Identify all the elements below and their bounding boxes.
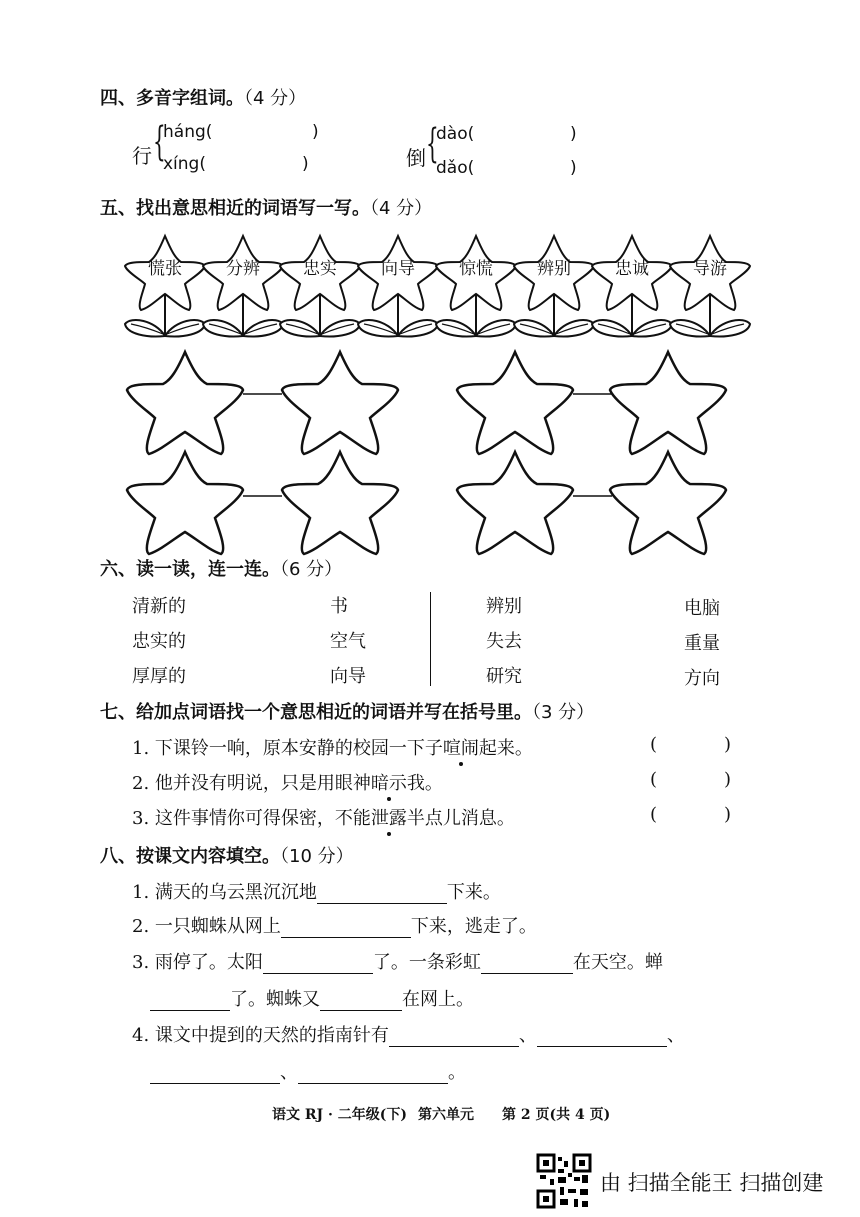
match-left-1: 清新的 [132,596,186,617]
section5-title: 五、找出意思相近的词语写一写。（4 分） [100,198,433,219]
match-left-b2: 空气 [330,631,366,652]
blank[interactable] [150,1063,280,1084]
flower-word-2: 分辨 [226,259,260,279]
match-right-2: 失去 [486,631,522,652]
blank[interactable] [263,953,373,974]
blank[interactable] [537,1026,667,1047]
paren-close: ) [724,734,732,755]
brace-1: { [153,119,166,165]
footer-subject: 语文 RJ · 二年级(下) [272,1107,408,1123]
fill-q3: 3. 雨停了。太阳 了。一条彩虹 在天空。蝉 [132,952,663,973]
synonym-q2: 2. 他并没有明说，只是用眼神暗示我。 [132,769,443,795]
fill-q2: 2. 一只蜘蛛从网上 下来，逃走了。 [132,916,537,937]
flower-word-5: 惊慌 [459,259,493,279]
pinyin-hang: háng( [163,122,213,142]
flower-word-1: 慌张 [148,259,182,279]
pinyin-xing: xíng( [163,154,206,174]
paren-close: ) [312,122,319,142]
match-left-b1: 书 [330,596,348,617]
paren-open: ( [650,734,658,755]
match-right-b3: 方向 [684,668,720,689]
fill-q1: 1. 满天的乌云黑沉沉地 下来。 [132,882,501,903]
footer-page: 第 2 页(共 4 页) [502,1107,611,1123]
dotted-word-3: 泄露 [371,804,407,830]
footer-unit: 第六单元 [418,1107,474,1123]
blank[interactable] [281,917,411,938]
section8-title: 八、按课文内容填空。（10 分） [100,846,354,867]
polyphone-char-2: 倒 [406,146,426,170]
synonym-q1: 1. 下课铃一响，原本安静的校园一下子喧闹起来。 [132,734,533,760]
blank[interactable] [150,990,230,1011]
blank[interactable] [481,953,573,974]
dotted-word-2: 暗示 [371,769,407,795]
flower-word-8: 导游 [693,259,727,279]
match-left-3: 厚厚的 [132,666,186,687]
match-right-b1: 电脑 [684,598,720,619]
paren-close: ) [302,154,309,174]
paren-close: ) [570,124,577,144]
section4-title: 四、多音字组词。（4 分） [100,88,307,109]
section6-title: 六、读一读，连一连。（6 分） [100,559,343,580]
fill-q4-cont: 、 。 [150,1058,466,1084]
flower-word-7: 忠诚 [615,259,649,279]
dotted-word-1: 喧闹 [443,734,479,760]
polyphone-char-1: 行 [132,144,152,168]
paren-open: ( [650,804,658,825]
qr-code-icon [536,1153,592,1209]
match-divider [430,592,431,686]
match-right-3: 研究 [486,666,522,687]
paren-open: ( [650,769,658,790]
blank[interactable] [320,990,402,1011]
blank[interactable] [317,883,447,904]
match-left-b3: 向导 [330,666,366,687]
flowers-drawing [0,0,860,560]
brace-2: { [426,121,439,167]
blank[interactable] [389,1026,519,1047]
section7-title: 七、给加点词语找一个意思相近的词语并写在括号里。（3 分） [100,702,595,723]
paren-close: ) [724,804,732,825]
blank[interactable] [298,1063,448,1084]
flower-word-6: 辨别 [537,259,571,279]
match-right-1: 辨别 [486,596,522,617]
flower-word-4: 向导 [381,259,415,279]
fill-q4: 4. 课文中提到的天然的指南针有 、 、 [132,1025,685,1046]
paren-close: ) [570,158,577,178]
match-left-2: 忠实的 [132,631,186,652]
pinyin-dao3: dǎo( [436,158,475,178]
synonym-q3: 3. 这件事情你可得保密，不能泄露半点儿消息。 [132,804,515,830]
flower-word-3: 忠实 [303,259,337,279]
fill-q3-cont: 了。蜘蛛又 在网上。 [150,985,474,1011]
paren-close: ) [724,769,732,790]
scanner-caption: 由 扫描全能王 扫描创建 [600,1171,824,1195]
pinyin-dao4: dào( [436,124,475,144]
match-right-b2: 重量 [684,633,720,654]
